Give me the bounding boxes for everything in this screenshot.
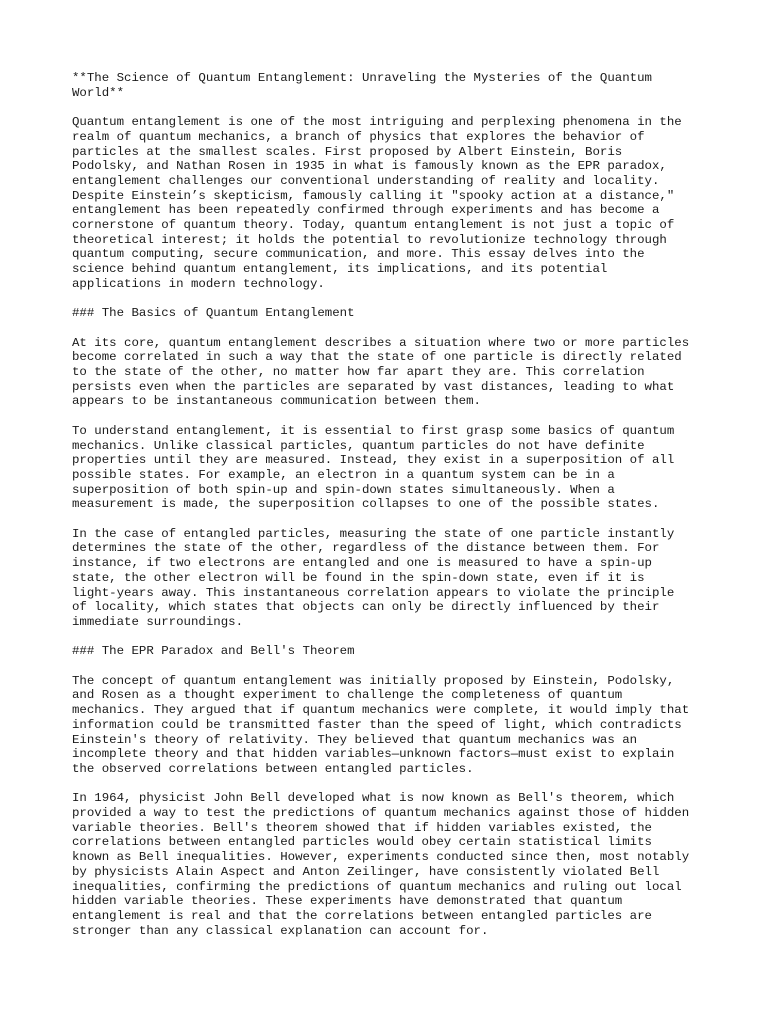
section-heading-epr: ### The EPR Paradox and Bell's Theorem [72, 644, 355, 659]
intro-paragraph: Quantum entanglement is one of the most intriguing and perplexing phenomena in the realm of quantum mechanics, a branch of physics that explores the behavior of particles at the smallest scales. First proposed by Albert Einstein, Boris Podolsky, and Nathan Rosen in 1935 in what is famously known as the EPR paradox, entanglement challenges our conventional understanding of reality and locality. Despite Einstein’s skepticism, famously calling it "spooky action at a distance," entanglement has been repeatedly confirmed through experiments and has become a cornerstone of quantum theory. Today, quantum entanglement is not just a topic of theoretical interest; it holds the potential to revolutionize technology through quantum computing, secure communication, and more. This essay delves into the science behind quantum entanglement, its implications, and its potential applications in modern technology. [72, 115, 682, 291]
document-title: **The Science of Quantum Entanglement: Unraveling the Mysteries of the Quantum World** [72, 71, 652, 100]
epr-paragraph-2: In 1964, physicist John Bell developed what is now known as Bell's theorem, which provided a way to test the predictions of quantum mechanics against those of hidden variable theories. Bell's theorem showed that if hidden variables existed, the correlations between entangled particles would obey certain statistical limits known as Bell inequalities. However, experiments conducted since then, most notably by physicists Alain Aspect and Anton Zeilinger, have consistently violated Bell inequalities, confirming the predictions of quantum mechanics and ruling out local hidden variable theories. These experiments have demonstrated that quantum entanglement is real and that the correlations between entangled particles are stronger than any classical explanation can account for. [72, 791, 690, 938]
section-heading-basics: ### The Basics of Quantum Entanglement [72, 306, 355, 321]
basics-paragraph-2: To understand entanglement, it is essential to first grasp some basics of quantum mechanics. Unlike classical particles, quantum particles do not have definite properties until they are measured. Instead, they exist in a superposition of all possible states. For example, an electron in a quantum system can be in a superposition of both spin-up and spin-down states simultaneously. When a measurement is made, the superposition collapses to one of the possible states. [72, 423, 675, 512]
basics-paragraph-3: In the case of entangled particles, measuring the state of one particle instantly determines the state of the other, regardless of the distance between them. For instance, if two electrons are entangled and one is measured to have a spin-up state, the other electron will be found in the spin-down state, even if it is light-years away. This instantaneous correlation appears to violate the principle of locality, which states that objects can only be directly influenced by their immediate surroundings. [72, 526, 675, 629]
basics-paragraph-1: At its core, quantum entanglement describes a situation where two or more particles become correlated in such a way that the state of one particle is directly related to the state of the other, no matter how far apart they are. This correlation persists even when the particles are separated by vast distances, leading to what appears to be instantaneous communication between them. [72, 335, 690, 409]
document-body [72, 71, 712, 953]
epr-paragraph-1: The concept of quantum entanglement was initially proposed by Einstein, Podolsky, and Rosen as a thought experiment to challenge the completeness of quantum mechanics. They argued that if quantum mechanics were complete, it would imply that information could be transmitted faster than the speed of light, which contradicts Einstein's theory of relativity. They believed that quantum mechanics was an incomplete theory and that hidden variables—unknown factors—must exist to explain the observed correlations between entangled particles. [72, 673, 690, 776]
